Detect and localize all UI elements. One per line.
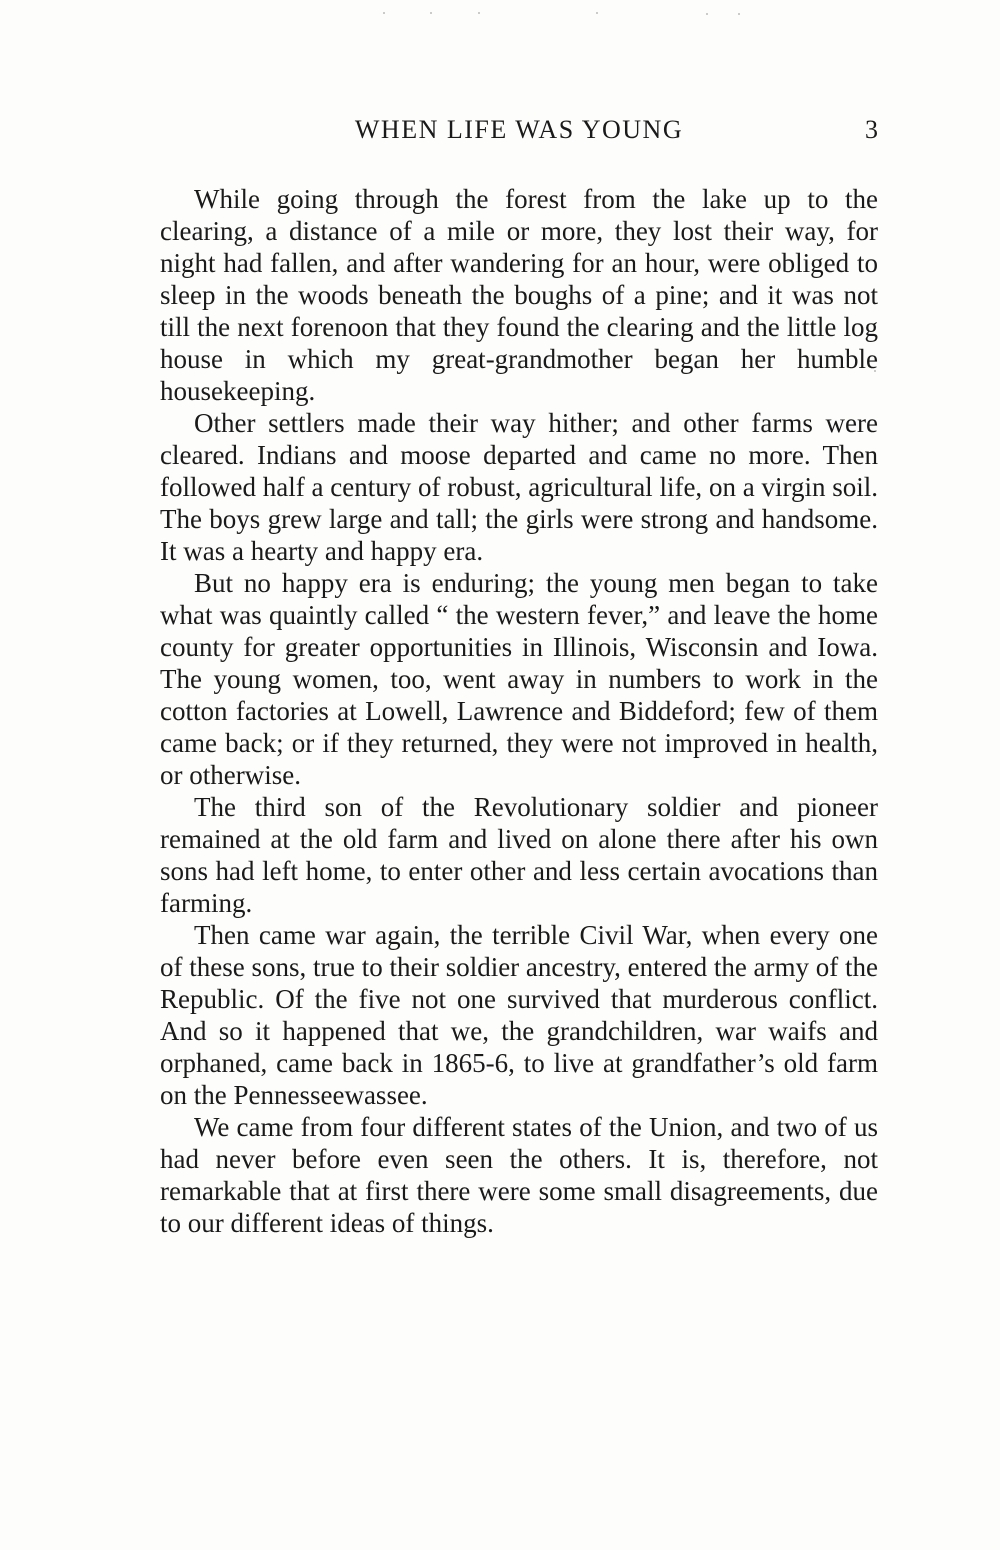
scan-speck <box>383 12 385 14</box>
scan-speck <box>738 13 740 15</box>
body-text <box>160 183 878 1239</box>
running-title: WHEN LIFE WAS YOUNG <box>354 115 684 144</box>
paragraph: Then came war again, the terrible Civil War, when every one of these sons, true to their soldier ancestry, entered the army of the Republic. Of the five not one survived that murderous conflict. And so it happened that we, the grandchildren, war waifs and orphaned, came back in 1865-6, to live at grandfather’s old farm on the Pennesseewassee. <box>160 920 879 1110</box>
scan-speck <box>430 12 432 14</box>
scan-speck <box>706 13 708 15</box>
scan-speck <box>596 12 598 14</box>
page-number: 3 <box>865 115 878 144</box>
paragraph: We came from four different states of the Union, and two of us had never before even seen the others. It is, therefore, not remarkable that at first there were some small disagreements, due to our different ideas of things. <box>160 1112 878 1238</box>
page-header <box>160 112 878 152</box>
paragraph: Other settlers made their way hither; and other farms were cleared. Indians and moose departed and came no more. Then followed half a century of robust, agricultural life, on a virgin soil. The boys grew large and tall; the girls were strong and handsome. It was a hearty and happy era. <box>160 408 878 566</box>
paragraph: While going through the forest from the lake up to the clearing, a distance of a mile or more, they lost their way, for night had fallen, and after wandering for an hour, were obliged to sleep in the woods beneath the boughs of a pine; and it was not till the next forenoon that they found the clearing and the little log house in which my great-grandmother began her humble housekeeping. <box>160 184 878 406</box>
paragraph: The third son of the Revolutionary soldier and pioneer remained at the old farm and lived on alone there after his own sons had left home, to enter other and less certain avocations than farming. <box>160 792 878 918</box>
scan-speck <box>478 12 480 14</box>
paragraph: But no happy era is enduring; the young men began to take what was quaintly called “ the western fever,” and leave the home county for greater opportunities in Illinois, Wisconsin and Iowa. The young women, too, went away in numbers to work in the cotton factories at Lowell, Lawrence and Biddeford; few of them came back; or if they returned, they were not improved in health, or otherwise. <box>160 568 878 790</box>
